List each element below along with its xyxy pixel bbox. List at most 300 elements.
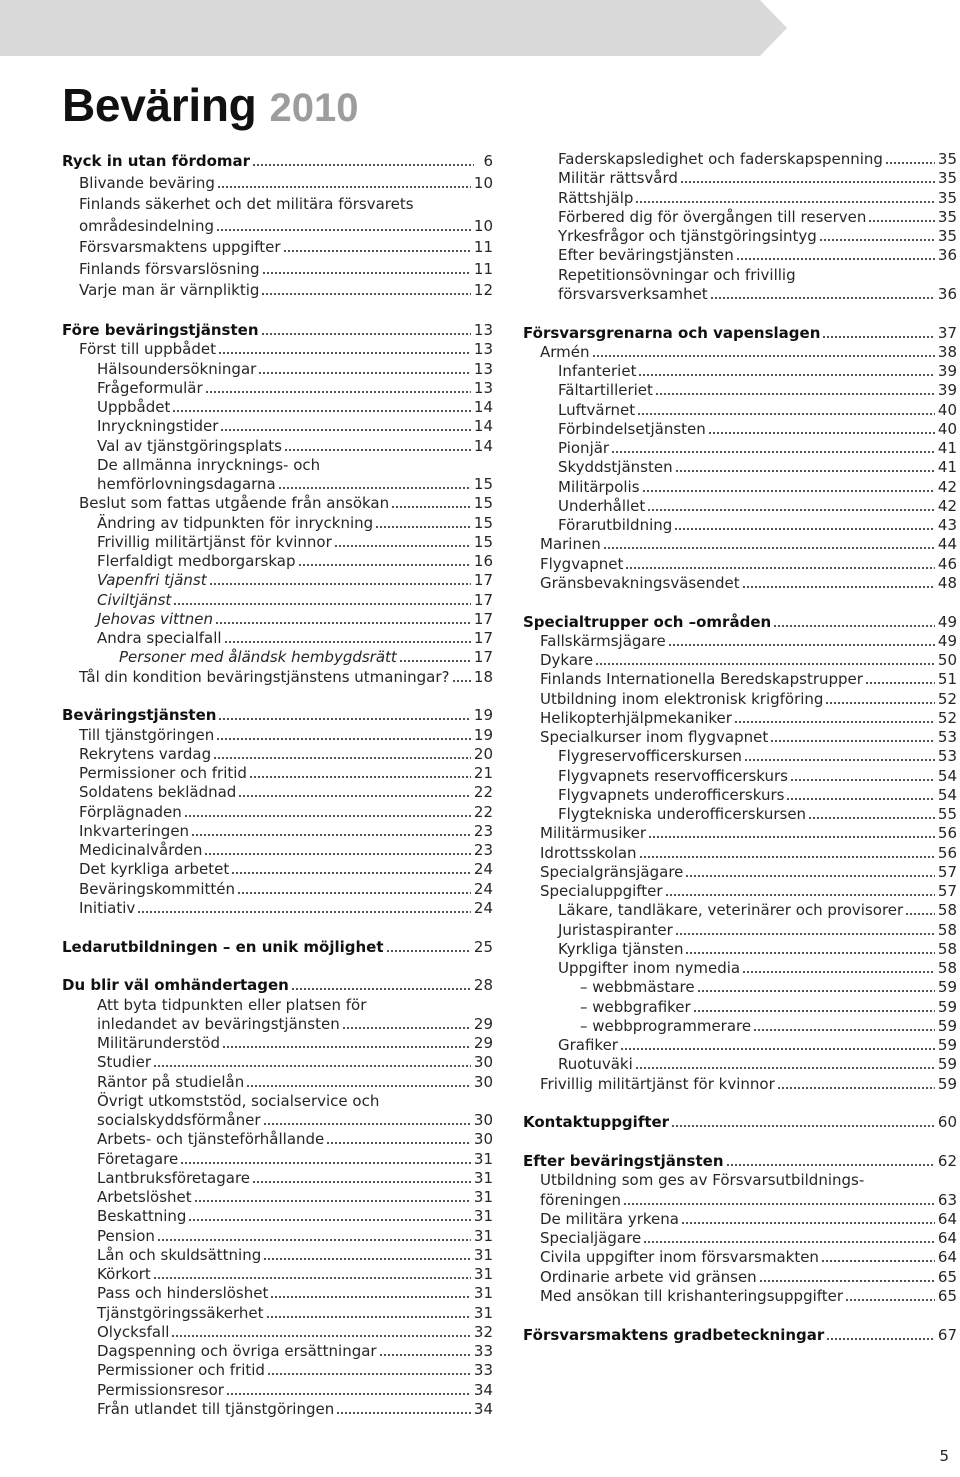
toc-page-number: 25 [473,937,493,956]
toc-entry-title: Tjänstgöringssäkerhet [97,1303,264,1322]
toc-entry-title: Flygreservofficerskursen [558,747,742,766]
toc-leader [225,641,471,643]
toc-entry-title: Studier [97,1053,151,1072]
toc-page-number: 13 [473,378,493,397]
toc-entry [62,610,493,629]
toc-page-number: 64 [937,1209,957,1228]
toc-page-number: 15 [473,532,493,551]
toc-leader [666,894,935,896]
toc-leader [596,663,935,665]
toc-entry [523,227,957,246]
toc-entry [523,690,957,709]
toc-entry-title: Med ansökan till krishanteringsuppgifter [540,1286,844,1305]
toc-leader [672,1125,935,1127]
toc-entry [62,1342,493,1361]
toc-page-number: 40 [937,419,957,438]
toc-page-number: 30 [473,1053,493,1072]
toc-entry [523,882,957,901]
toc-entry-title: Underhållet [558,496,646,515]
toc-entry-title: Helikopterhjälpmekaniker [540,708,732,727]
toc-entry-title: – webbprogrammerare [580,1016,752,1035]
toc-entry-title: Förarutbildning [558,516,673,534]
toc-page-number: 67 [937,1325,957,1344]
toc-entry [62,379,493,398]
toc-entry [62,398,493,417]
toc-entry-title: Inkvarteringen [79,821,190,840]
toc-entry-title: Finlands Internationella Beredskapstrupper [540,670,863,689]
toc-entry [523,574,957,593]
toc-leader [906,913,935,915]
toc-leader [778,1087,935,1089]
toc-entry [62,514,493,533]
toc-page-number: 48 [937,573,957,592]
toc-entry-title: Grafiker [558,1036,618,1054]
toc-entry [62,764,493,783]
toc-entry [523,439,957,458]
toc-page-number: 16 [473,552,493,570]
toc-section [523,1113,957,1132]
toc-leader [827,1338,935,1340]
toc-leader [217,229,471,231]
toc-page-number: 30 [473,1130,493,1149]
toc-entry [62,494,493,513]
toc-entry-title: Beslut som fattas utgående från ansökan [79,494,390,513]
toc-page-number: 53 [937,728,957,746]
toc-page-number: 19 [473,706,493,725]
toc-entry [62,783,493,802]
toc-page-number: 6 [483,152,493,170]
toc-page-number: 58 [937,920,957,939]
toc-section [62,321,493,687]
toc-page-number: 37 [937,323,957,342]
toc-leader [771,740,935,742]
toc-page-number: 65 [937,1286,957,1305]
toc-entry [62,899,493,918]
toc-page-number: 24 [473,898,493,917]
toc-entry [523,343,957,362]
toc-page-number: 28 [473,976,493,995]
toc-entry [62,173,493,195]
toc-entry [523,728,957,747]
toc-entry [523,747,957,766]
toc-leader [343,1027,471,1029]
toc-leader [675,528,935,530]
toc-page-number: 49 [937,631,957,650]
toc-page-number: 11 [473,259,493,278]
toc-entry-continuation [523,1191,957,1210]
toc-page-number: 31 [473,1188,493,1206]
toc-page-number: 50 [937,651,957,669]
toc-entry-title: Utbildning som ges av Försvarsutbildnings- [540,1171,865,1190]
toc-page-number: 49 [937,612,957,631]
toc-entry [523,1017,957,1036]
toc-entry-title: Hälsoundersökningar [97,359,257,378]
toc-entry-title: Yrkesfrågor och tjänstgöringsintyg [558,227,817,245]
toc-page-number: 19 [473,725,493,744]
toc-page-number: 11 [473,238,493,256]
toc-leader [173,410,471,412]
toc-entry-title: föreningen [540,1190,621,1209]
toc-leader [238,892,471,894]
toc-leader [376,526,471,528]
toc-heading [523,324,957,343]
toc-leader [247,1085,471,1087]
toc-page-number: 58 [937,939,957,958]
toc-leader [727,1164,935,1166]
toc-page-number: 31 [473,1207,493,1226]
toc-leader [268,1373,471,1375]
toc-entry-title: Repetitionsövningar och frivillig [558,265,796,284]
toc-entry-title: – webbgrafiker [580,997,691,1016]
toc-entry-title: Flygvapnet [540,554,624,573]
toc-leader [774,625,935,627]
toc-entry [523,401,957,420]
toc-entry [523,1287,957,1306]
toc-entry [62,1400,493,1419]
toc-entry [523,1055,957,1074]
toc-entry-title: Ändring av tidpunkten för inryckning [97,513,374,532]
toc-entry-title: Gränsbevakningsväsendet [540,573,740,592]
toc-entry-title: Flerfaldigt medborgarskap [97,552,296,570]
toc-page-number: 12 [473,281,493,299]
toc-page-number: 42 [937,496,957,515]
toc-page-number: 42 [937,477,957,496]
toc-page-number: 41 [937,439,957,457]
toc-entry [62,280,493,302]
toc-entry [523,670,957,689]
toc-entry-title: Ruotuväki [558,1055,633,1074]
toc-leader [262,333,471,335]
toc-page-number: 31 [473,1168,493,1187]
toc-page-number: 10 [473,173,493,192]
toc-leader [686,952,934,954]
toc-entry-title: Permissioner och fritid [97,1361,265,1380]
toc-entry-title: Flygtekniska underofficerskursen [558,805,807,823]
toc-heading [62,706,493,725]
toc-entry [523,786,957,805]
toc-leader [649,836,935,838]
toc-entry-title: Civila uppgifter inom försvarsmakten [540,1248,819,1267]
toc-leader [250,776,471,778]
toc-leader [624,1203,935,1205]
toc-entry [523,246,957,265]
toc-entry-title: Permissioner och fritid [79,764,247,782]
toc-entry-title: Efter beväringstjänsten [523,1152,724,1170]
toc-entry-title: inledandet av beväringstjänsten [97,1014,340,1033]
toc-page-number: 20 [473,744,493,763]
toc-entry-title: Militärpolis [558,477,640,496]
toc-page-number: 52 [937,708,957,727]
toc-entry-title: Pass och hinderslöshet [97,1284,269,1303]
toc-entry [62,1188,493,1207]
toc-entry-title: Att byta tidpunkten eller platsen för [97,995,367,1014]
toc-leader [735,721,935,723]
toc-page-number: 29 [473,1014,493,1033]
toc-page-number: 30 [473,1072,493,1091]
toc-entry [62,1150,493,1169]
toc-entry-title: Beskattning [97,1207,187,1226]
toc-leader [638,413,935,415]
toc-leader [709,432,935,434]
toc-entry-title: Ryck in utan fördomar [62,152,251,170]
toc-entry [62,1092,493,1111]
toc-page-number: 43 [937,516,957,534]
toc-page-number: 57 [937,862,957,881]
toc-entry [523,555,957,574]
toc-entry [523,497,957,516]
toc-entry-title: Fältartilleriet [558,381,653,400]
toc-page-number: 33 [473,1361,493,1380]
toc-leader [285,449,471,451]
toc-page-number: 41 [937,458,957,477]
toc-page-number: 57 [937,882,957,900]
toc-leader [284,250,471,252]
toc-entry [523,381,957,400]
toc-entry-title: Uppgifter inom nymedia [558,959,741,977]
toc-page-number: 64 [937,1229,957,1247]
toc-leader [292,988,471,990]
toc-leader [754,1029,935,1031]
toc-leader [264,1123,471,1125]
toc-page-number: 17 [473,629,493,647]
toc-leader [216,622,471,624]
toc-page-number: 17 [473,609,493,628]
toc-entry [62,1361,493,1380]
toc-entry [523,978,957,997]
toc-entry-title: Arbetslöshet [97,1188,192,1206]
toc-entry-title: Blivande beväring [79,173,215,192]
toc-entry-title: Finlands försvarslösning [79,259,260,278]
toc-heading [523,1113,957,1132]
toc-leader [809,817,935,819]
toc-entry-continuation [62,1111,493,1130]
toc-entry-title: Vapenfri tjänst [97,571,207,590]
toc-page-number: 18 [473,667,493,686]
toc-entry [523,189,957,208]
toc-entry-title: Lån och skuldsättning [97,1245,262,1264]
toc-page-number: 36 [937,284,957,303]
toc-entry-title: Faderskapsledighet och faderskapspenning [558,150,883,168]
toc-entry-title: försvarsverksamhet [558,284,708,303]
toc-leader [195,1200,471,1202]
toc-leader [604,547,935,549]
toc-entry [62,629,493,648]
toc-page-number: 39 [937,381,957,400]
toc-page-number: 15 [473,475,493,493]
toc-entry-title: Militär rättsvård [558,169,678,188]
toc-leader [217,738,471,740]
toc-entry-title: Försvarsgrenarna och vapenslagen [523,323,821,342]
toc-entry-title: Förplägnaden [79,802,182,821]
toc-page-number: 32 [473,1322,493,1341]
toc-entry [523,1248,957,1267]
toc-entry-title: Kontaktuppgifter [523,1113,670,1132]
toc-leader [846,1299,935,1301]
toc-leader [698,990,935,992]
toc-heading [523,1326,957,1345]
toc-leader [626,567,935,569]
page-title [62,77,358,145]
toc-entry-title: Personer med åländsk hembygdsrätt [119,648,397,667]
toc-leader [219,352,471,354]
toc-leader [189,1219,470,1221]
toc-entry [62,1073,493,1092]
toc-entry-title: Dagspenning och övriga ersättningar [97,1342,377,1360]
toc-entry-title: De allmänna inrycknings- och [97,455,321,474]
toc-leader [279,487,471,489]
toc-page-number: 65 [937,1267,957,1286]
toc-entry-title: Inryckningstider [97,417,219,436]
toc-entry-title: Beväringskommittén [79,879,235,898]
toc-entry-title: Företagare [97,1149,179,1168]
toc-entry [523,1210,957,1229]
toc-page-number: 55 [937,805,957,823]
toc-entry [62,533,493,552]
toc-leader [711,297,935,299]
toc-leader [264,1258,471,1260]
toc-section [523,324,957,594]
toc-entry [62,259,493,281]
toc-leader [218,186,471,188]
toc-page-number: 38 [937,342,957,361]
toc-entry-continuation [523,285,957,304]
toc-entry-title: Utbildning inom elektronisk krigföring [540,689,824,708]
toc-entry-title: Idrottsskolan [540,843,637,862]
toc-page-number: 39 [937,362,957,380]
toc-page-number: 21 [473,764,493,782]
toc-entry-title: Körkort [97,1265,151,1283]
header-band [0,0,790,56]
toc-entry [62,1284,493,1303]
toc-entry [62,437,493,456]
toc-leader [822,1260,935,1262]
toc-page-number: 35 [937,227,957,245]
toc-leader [823,336,935,338]
toc-page-number: 51 [937,670,957,689]
toc-entry [523,420,957,439]
toc-leader [866,682,935,684]
toc-entry [62,745,493,764]
toc-section [523,613,957,1094]
toc-entry-title: Rättshjälp [558,188,634,207]
toc-section [62,976,493,1419]
toc-entry-title: Jehovas vittnen [97,609,214,628]
toc-leader [174,603,471,605]
toc-entry-title: Frivillig militärtjänst för kvinnor [540,1074,775,1093]
toc-entry [523,959,957,978]
toc-page-number: 52 [937,689,957,708]
toc-entry [62,1169,493,1188]
toc-entry [523,921,957,940]
toc-section [523,1152,957,1306]
toc-entry [62,1053,493,1072]
toc-leader [612,451,935,453]
toc-entry-title: Frivillig militärtjänst för kvinnor [97,532,332,551]
toc-leader [745,759,935,761]
toc-page-number: 13 [473,321,493,339]
toc-entry-title: Övrigt utkomststöd, socialservice och [97,1091,380,1110]
toc-page-number: 30 [473,1111,493,1129]
toc-page-number: 44 [937,535,957,554]
header-band-arrow [0,0,787,56]
toc-entry [523,516,957,535]
toc-entry-title: Civiltjänst [97,590,172,609]
toc-leader [221,429,471,431]
toc-page-number: 14 [473,398,493,416]
toc-leader [158,1239,471,1241]
toc-page-number: 56 [937,843,957,862]
toc-entry-title: Kyrkliga tjänsten [558,939,684,958]
toc-entry-title: Dykare [540,651,594,669]
toc-page-number: 60 [937,1113,957,1132]
toc-page-number: 31 [473,1265,493,1283]
toc-page-number: 59 [937,1055,957,1074]
toc-entry [62,591,493,610]
toc-entry [62,1227,493,1246]
toc-entry-title: Specialtrupper och –områden [523,612,772,631]
toc-leader [210,583,471,585]
toc-leader [656,393,935,395]
toc-entry [523,844,957,863]
toc-leader [185,815,471,817]
toc-entry [523,1075,957,1094]
toc-entry-title: Läkare, tandläkare, veterinärer och provisorer [558,901,904,920]
toc-entry [523,998,957,1017]
toc-leader [138,911,471,913]
toc-column-left [62,151,493,1419]
toc-leader [636,1067,935,1069]
toc-entry-title: Armén [540,342,590,361]
toc-entry [523,767,957,786]
toc-entry-title: Specialjägare [540,1229,642,1247]
toc-leader [253,164,474,166]
toc-page-number: 24 [473,860,493,879]
toc-leader [737,258,935,260]
toc-entry-title: hemförlovningsdagarna [97,475,276,493]
toc-leader [227,1393,471,1395]
toc-leader [676,933,935,935]
toc-entry [62,1304,493,1323]
toc-entry [62,648,493,667]
toc-entry-title: Soldatens beklädnad [79,783,237,802]
toc-entry-title: Du blir väl omhändertagen [62,976,289,995]
toc-entry-title: Pionjär [558,439,610,457]
toc-leader [760,1280,935,1282]
toc-page-number: 15 [473,513,493,532]
toc-entry-title: Arbets- och tjänsteförhållande [97,1130,325,1149]
toc-page-number: 35 [937,150,957,168]
toc-entry [523,1268,957,1287]
toc-leader [337,1412,471,1414]
toc-entry-title: Andra specialfall [97,629,222,647]
toc-entry-title: Lantbruksföretagare [97,1168,251,1187]
toc-leader [826,702,934,704]
toc-entry [62,1246,493,1265]
toc-entry-title: socialskyddsförmåner [97,1111,261,1129]
toc-entry-title: Ledarutbildningen – en unik möjlighet [62,937,384,956]
toc-page-number: 58 [937,959,957,977]
toc-entry [523,824,957,843]
toc-leader [593,355,935,357]
toc-leader [181,1162,471,1164]
page-number: 5 [939,1447,949,1465]
toc-leader [787,798,934,800]
toc-page-number: 29 [473,1034,493,1052]
toc-entry-title: Specialgränsjägare [540,862,684,881]
toc-entry-title: Permissionsresor [97,1380,224,1399]
toc-page-number: 63 [937,1190,957,1209]
toc-entry-title: Efter beväringstjänsten [558,246,734,265]
